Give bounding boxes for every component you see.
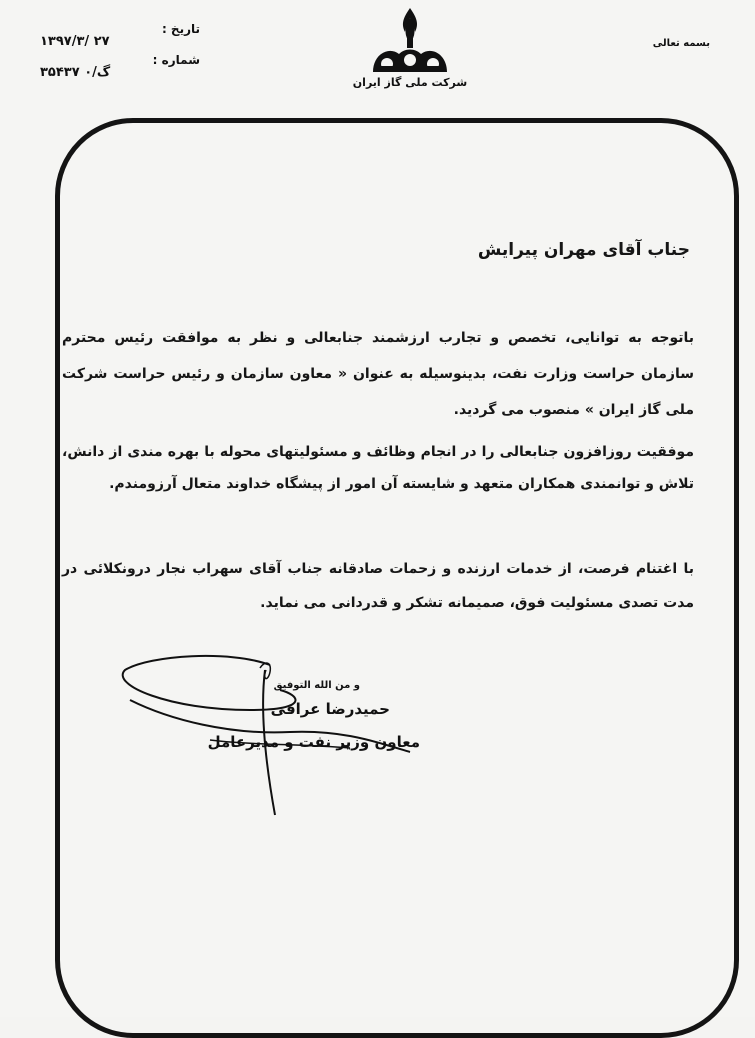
besm-heading: بسمه تعالی	[652, 38, 710, 49]
signer-title: معاون وزیر نفت و مدیرعامل	[207, 733, 420, 751]
paragraph-thanks: با اغتنام فرصت، از خدمات ارزنده و زحمات صادقانه جناب آقای سهراب نجار درونکلائی در مدت تصدی مسئولیت فوق، صمیمانه تشکر و قدردانی می نماید.	[62, 561, 694, 611]
closing-phrase: و من الله التوفیق	[273, 680, 360, 691]
company-name: شرکت ملی گاز ایران	[352, 76, 468, 89]
date-label: تاریخ :	[161, 22, 200, 36]
paragraph-appointment: باتوجه به توانایی، تخصص و تجارب ارزشمند جنابعالی و نظر به موافقت رئیس محترم سازمان حراست وزارت نفت، بدینوسیله به عنوان « معاون سازمان و رئیس حراست شرکت ملی گاز ایران » منصوب می گردید.	[62, 330, 694, 418]
paragraph-wishes: موفقیت روزافزون جنابعالی را در انجام وظائف و مسئولیتهای محوله با بهره مندی از دانش، تلاش و توانمندی همکاران متعهد و شایسته آن امور از پیشگاه خداوند متعال آرزومندم.	[62, 444, 694, 492]
number-label: شماره :	[152, 53, 200, 67]
date-value: ۱۳۹۷/۳/ ۲۷	[40, 34, 110, 49]
recipient: جناب آقای مهران پیرایش	[477, 240, 690, 260]
number-value: گ/۰ ۳۵۴۳۷	[40, 65, 111, 80]
signer-name: حمیدرضا عراقی	[270, 700, 390, 718]
